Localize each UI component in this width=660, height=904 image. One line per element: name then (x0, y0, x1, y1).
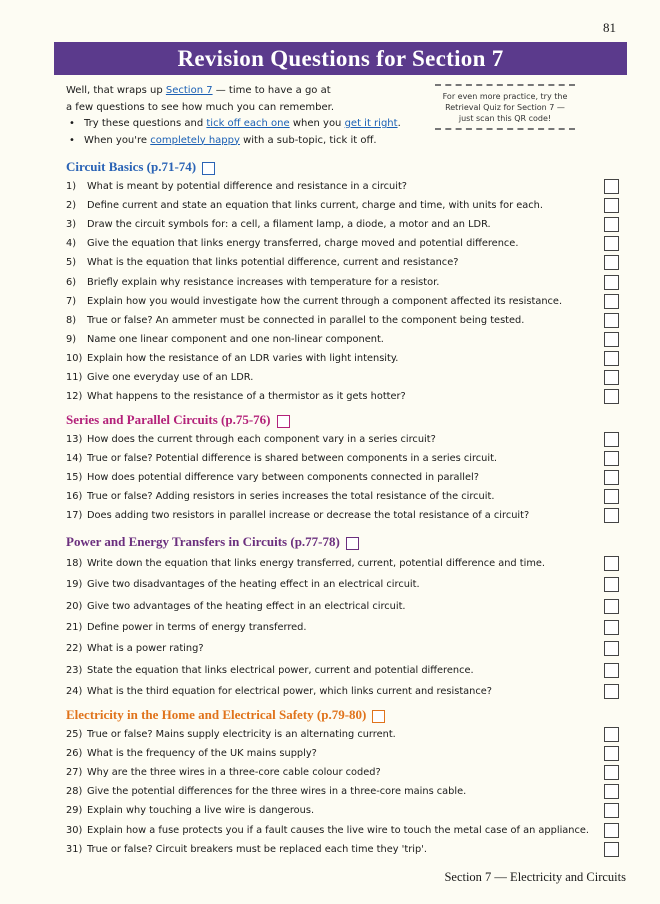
intro-text-part: Well, that wraps up (66, 85, 166, 96)
question-number: 1) (66, 181, 77, 192)
question-number: 30) (66, 825, 83, 836)
question-row (66, 726, 396, 744)
question-row (66, 662, 474, 680)
question-number: 20) (66, 601, 83, 612)
question-checkbox[interactable] (604, 489, 619, 504)
completely-happy-link[interactable]: completely happy (150, 134, 240, 146)
question-number: 24) (66, 686, 83, 697)
question-row (66, 745, 317, 763)
intro-text-part: — time to have a go at (212, 85, 331, 96)
question-row (66, 783, 466, 801)
question-checkbox[interactable] (604, 470, 619, 485)
question-row (66, 841, 427, 859)
question-row (66, 683, 492, 701)
question-checkbox[interactable] (604, 823, 619, 838)
question-number: 31) (66, 844, 83, 855)
question-checkbox[interactable] (604, 351, 619, 366)
question-checkbox[interactable] (604, 255, 619, 270)
question-checkbox[interactable] (604, 842, 619, 857)
question-number: 28) (66, 786, 83, 797)
get-it-right-link[interactable]: get it right (344, 118, 398, 129)
question-number: 29) (66, 805, 83, 816)
question-row (66, 178, 407, 196)
section-checkbox[interactable] (346, 537, 359, 550)
question-row (66, 388, 406, 406)
question-checkbox[interactable] (604, 451, 619, 466)
question-row (66, 764, 381, 782)
question-number: 21) (66, 622, 83, 633)
question-text: Write down the equation that links energy transferred, current, potential difference and time. (87, 558, 546, 569)
question-number: 12) (66, 391, 83, 402)
question-number: 8) (66, 315, 77, 326)
question-text: True or false? An ammeter must be connected in parallel to the component being tested. (87, 315, 525, 326)
question-text: Define power in terms of energy transferred. (87, 622, 307, 633)
question-row (66, 369, 253, 387)
question-text: Name one linear component and one non-linear component. (87, 334, 384, 345)
intro-text-part: . (397, 118, 401, 129)
question-text: Give two disadvantages of the heating effect in an electrical circuit. (87, 579, 420, 590)
question-checkbox[interactable] (604, 599, 619, 614)
question-checkbox[interactable] (604, 236, 619, 251)
section-heading (66, 533, 359, 551)
question-text: True or false? Circuit breakers must be replaced each time they 'trip'. (87, 844, 427, 855)
question-checkbox[interactable] (604, 370, 619, 385)
question-checkbox[interactable] (604, 389, 619, 404)
question-row (66, 331, 384, 349)
section-heading (66, 706, 385, 724)
question-text: What is a power rating? (87, 643, 204, 654)
question-text: Does adding two resistors in parallel increase or decrease the total resistance of a circuit? (87, 510, 530, 521)
section-heading-text: Electricity in the Home and Electrical Safety (p.79-80) (66, 707, 367, 722)
question-text: Briefly explain why resistance increases with temperature for a resistor. (87, 277, 440, 288)
question-checkbox[interactable] (604, 313, 619, 328)
question-text: Give two advantages of the heating effect in an electrical circuit. (87, 601, 406, 612)
intro-bullet (66, 116, 436, 133)
page-title: Revision Questions for Section 7 (54, 42, 627, 75)
question-text: Define current and state an equation that links current, charge and time, with units for each. (87, 200, 543, 211)
question-number: 19) (66, 579, 83, 590)
question-text: Give the potential differences for the three wires in a three-core mains cable. (87, 786, 467, 797)
question-text: Explain why touching a live wire is dangerous. (87, 805, 315, 816)
section-heading-text: Series and Parallel Circuits (p.75-76) (66, 412, 271, 427)
question-number: 2) (66, 200, 77, 211)
question-text: What is the third equation for electrical power, which links current and resistance? (87, 686, 492, 697)
qr-note (435, 84, 575, 130)
question-text: Explain how the resistance of an LDR varies with light intensity. (87, 353, 399, 364)
question-checkbox[interactable] (604, 294, 619, 309)
question-number: 18) (66, 558, 83, 569)
question-checkbox[interactable] (604, 663, 619, 678)
question-text: Explain how a fuse protects you if a fault causes the live wire to touch the metal case of an appliance. (87, 825, 590, 836)
question-number: 7) (66, 296, 77, 307)
question-checkbox[interactable] (604, 577, 619, 592)
question-text: What is the frequency of the UK mains supply? (87, 748, 317, 759)
section-checkbox[interactable] (372, 710, 385, 723)
question-text: True or false? Adding resistors in series increases the total resistance of the circuit. (87, 491, 495, 502)
question-row (66, 350, 398, 368)
question-checkbox[interactable] (604, 556, 619, 571)
question-row (66, 802, 314, 820)
question-row (66, 274, 439, 292)
section-checkbox[interactable] (277, 415, 290, 428)
question-checkbox[interactable] (604, 746, 619, 761)
question-row (66, 488, 494, 506)
question-row (66, 507, 529, 525)
section-heading-text: Circuit Basics (p.71-74) (66, 159, 197, 174)
question-number: 17) (66, 510, 83, 521)
question-text: State the equation that links electrical power, current and potential difference. (87, 665, 474, 676)
question-text: What is the equation that links potential difference, current and resistance? (87, 257, 459, 268)
question-row (66, 235, 518, 253)
question-number: 13) (66, 434, 83, 445)
question-checkbox[interactable] (604, 275, 619, 290)
question-row (66, 822, 589, 840)
question-number: 9) (66, 334, 77, 345)
qr-note-line: Retrieval Quiz for Section 7 — (445, 103, 565, 112)
question-number: 27) (66, 767, 83, 778)
section-heading (66, 411, 290, 429)
question-number: 6) (66, 277, 77, 288)
qr-note-line: For even more practice, try the (442, 92, 568, 101)
intro-text-part: a few questions to see how much you can remember. (66, 101, 334, 113)
question-number: 23) (66, 665, 83, 676)
question-number: 15) (66, 472, 83, 483)
question-number: 26) (66, 748, 83, 759)
page-number: 81 (603, 20, 616, 35)
question-checkbox[interactable] (604, 432, 619, 447)
question-row (66, 450, 497, 468)
question-checkbox[interactable] (604, 332, 619, 347)
question-text: Give one everyday use of an LDR. (87, 372, 254, 383)
question-checkbox[interactable] (604, 641, 619, 656)
qr-note-line: just scan this QR code! (458, 114, 552, 123)
question-row (66, 469, 479, 487)
question-number: 14) (66, 453, 83, 464)
question-row (66, 431, 436, 449)
question-text: True or false? Mains supply electricity is an alternating current. (87, 729, 396, 740)
question-number: 3) (66, 219, 77, 230)
question-checkbox[interactable] (604, 217, 619, 232)
question-text: How does the current through each component vary in a series circuit? (87, 434, 436, 445)
question-number: 10) (66, 353, 83, 364)
question-number: 5) (66, 257, 77, 268)
question-checkbox[interactable] (604, 727, 619, 742)
intro-text-part: Try these questions and (84, 118, 207, 129)
intro-text-part: when you (289, 118, 345, 129)
section-heading-text: Power and Energy Transfers in Circuits (p.77-78) (66, 534, 340, 549)
question-row (66, 312, 524, 330)
question-checkbox[interactable] (604, 198, 619, 213)
footer-section-title: Section 7 — Electricity and Circuits (444, 870, 626, 884)
question-checkbox[interactable] (604, 620, 619, 635)
question-text: Explain how you would investigate how the current through a component affected its resistance. (87, 296, 563, 307)
intro-text-part: When you're (84, 134, 151, 146)
question-row (66, 576, 420, 594)
question-checkbox[interactable] (604, 765, 619, 780)
question-checkbox[interactable] (604, 508, 619, 523)
question-row (66, 640, 204, 658)
tick-off-link[interactable]: tick off each one (206, 118, 290, 129)
question-number: 22) (66, 643, 83, 654)
question-row (66, 216, 491, 234)
question-row (66, 197, 543, 215)
question-text: True or false? Potential difference is shared between components in a series circuit. (87, 453, 498, 464)
question-checkbox[interactable] (604, 179, 619, 194)
question-text: Why are the three wires in a three-core cable colour coded? (87, 767, 381, 778)
question-number: 4) (66, 238, 77, 249)
question-number: 11) (66, 372, 83, 383)
section-checkbox[interactable] (202, 162, 215, 175)
question-text: What is meant by potential difference and resistance in a circuit? (87, 181, 407, 192)
question-text: Draw the circuit symbols for: a cell, a filament lamp, a diode, a motor and an LDR. (87, 219, 491, 230)
intro-text-part: with a sub-topic, tick it off. (239, 134, 377, 146)
question-row (66, 293, 562, 311)
question-row (66, 619, 307, 637)
section-heading (66, 158, 215, 176)
question-checkbox[interactable] (604, 784, 619, 799)
question-number: 25) (66, 729, 83, 740)
question-text: What happens to the resistance of a thermistor as it gets hotter? (87, 391, 406, 402)
question-row (66, 598, 406, 616)
question-text: How does potential difference vary between components connected in parallel? (87, 472, 479, 483)
question-checkbox[interactable] (604, 684, 619, 699)
question-checkbox[interactable] (604, 803, 619, 818)
question-text: Give the equation that links energy transferred, charge moved and potential difference. (87, 238, 519, 249)
intro-bullet (66, 133, 436, 150)
intro-text (66, 83, 436, 149)
question-row (66, 254, 458, 272)
question-number: 16) (66, 491, 83, 502)
question-row (66, 555, 545, 573)
section-link[interactable]: Section 7 (165, 85, 213, 96)
